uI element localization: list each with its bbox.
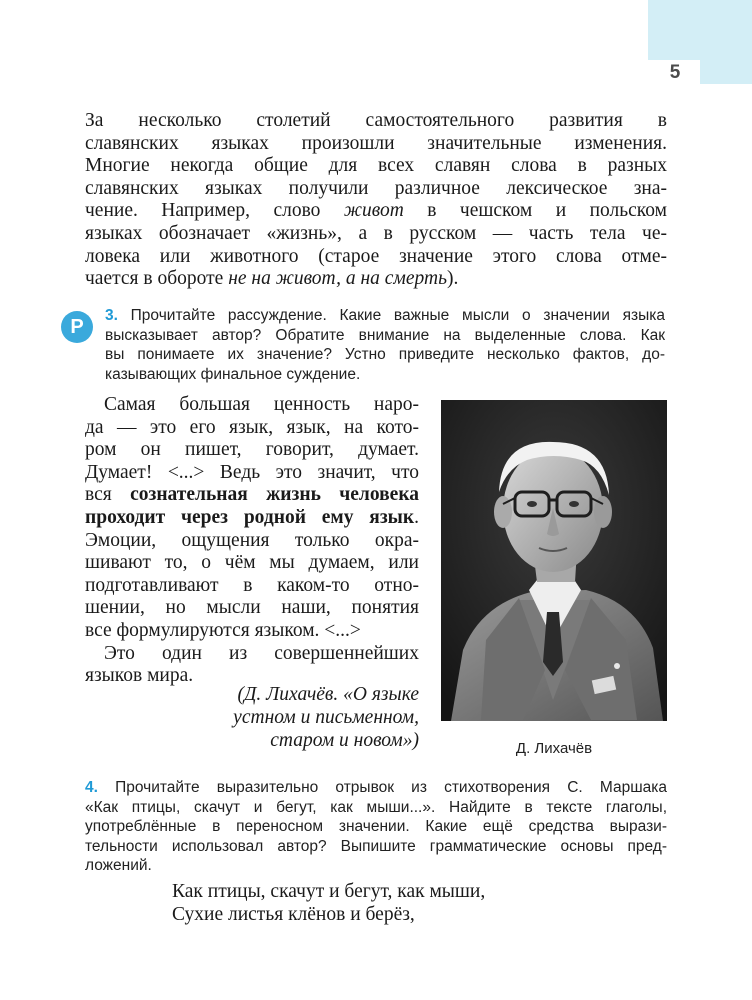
- quote-line: проходит через родной ему язык.: [85, 506, 419, 528]
- quote-line: Думает! <...> Ведь это значит, что: [85, 461, 419, 483]
- task-number: 3.: [105, 307, 118, 324]
- task-line: тельности использовал автор? Выпишите грамматические основы пред-: [85, 837, 667, 855]
- quote-line: языков мира.: [85, 665, 194, 687]
- photo-caption: Д. Лихачёв: [515, 740, 593, 757]
- page-number: 5: [669, 62, 681, 83]
- poem-excerpt: [172, 880, 652, 926]
- attribution-line: старом и новом»): [270, 730, 419, 751]
- task-line: «Как птицы, скачут и бегут, как мыши...». Найдите в тексте глаголы,: [85, 798, 667, 816]
- highlighted-word: живот: [343, 200, 404, 222]
- task-number: 4.: [85, 779, 98, 796]
- task-type-badge: Р: [61, 311, 93, 343]
- task-line: употреблённые в переносном значении. Какие ещё средства вырази-: [85, 818, 667, 835]
- attribution-line: устном и письменном,: [233, 707, 419, 728]
- attribution-line: (Д. Лихачёв. «О языке: [237, 684, 419, 705]
- task-line: высказывает автор? Обратите внимание на выделенные слова. Как: [105, 326, 665, 344]
- page-corner-tab-notch: [700, 60, 752, 84]
- task-line: 4. Прочитайте выразительно отрывок из стихотворения С. Маршака: [85, 779, 667, 796]
- task-line: ложений.: [85, 857, 152, 874]
- quote-line: все формулируются языком. <...>: [85, 619, 361, 641]
- task-4: [85, 778, 667, 876]
- task-line: 3. Прочитайте рассуждение. Какие важные мысли о значении языка: [105, 307, 665, 324]
- poem-line: Сухие листья клёнов и берёз,: [172, 904, 415, 925]
- quote-line: Эмоции, ощущения только окра-: [85, 529, 419, 551]
- quote-attribution: [150, 683, 419, 752]
- bold-phrase: проходит через родной ему язык: [85, 506, 415, 528]
- quote-line: вся сознательная жизнь человека: [85, 484, 420, 506]
- poem-line: Как птицы, скачут и бегут, как мыши,: [172, 881, 486, 902]
- quote-line: шении, но мысли наши, понятия: [85, 597, 419, 619]
- text-line: ловека или животного (старое значение этого слова отме-: [85, 245, 667, 267]
- quote-line: Самая большая ценность наро-: [104, 394, 419, 415]
- text-line: языках обозначает «жизнь», а в русском — часть тела че-: [85, 222, 667, 244]
- quote-line: Это один из совершеннейших: [104, 642, 419, 664]
- quote-line: ром он пишет, говорит, думает.: [85, 439, 419, 461]
- text-line: чение. Например, слово живот в чешском и польском: [85, 200, 668, 222]
- task-line: вы понимаете их значение? Устно приведите несколько фактов, до-: [105, 346, 665, 363]
- likhachev-quote: [85, 394, 419, 688]
- quote-line: подготавливают в каком-то отно-: [85, 574, 419, 596]
- text-line: чается в обороте не на живот, а на смерть).: [85, 268, 459, 290]
- text-line: славянских языках произошли значительные изменения.: [85, 132, 667, 154]
- page-corner-tab: [648, 0, 752, 60]
- bold-phrase: сознательная жизнь человека: [130, 484, 420, 506]
- quote-line: шивают то, о чём мы думаем, или: [85, 552, 419, 574]
- quote-line: да — это его язык, язык, на кото-: [85, 416, 419, 438]
- portrait-illustration: [441, 400, 667, 721]
- text-line: За несколько столетий самостоятельного развития в: [85, 110, 667, 131]
- highlighted-phrase: не на живот, а на смерть: [228, 268, 447, 290]
- text-line: славянских языках получили различное лексическое зна-: [85, 177, 667, 199]
- task-line: казывающих финальное суждение.: [105, 365, 361, 383]
- task-3: [105, 306, 665, 384]
- intro-paragraph: [85, 110, 667, 291]
- text-line: Многие некогда общие для всех славян слова в разных: [85, 155, 667, 177]
- portrait-photo: [441, 400, 667, 721]
